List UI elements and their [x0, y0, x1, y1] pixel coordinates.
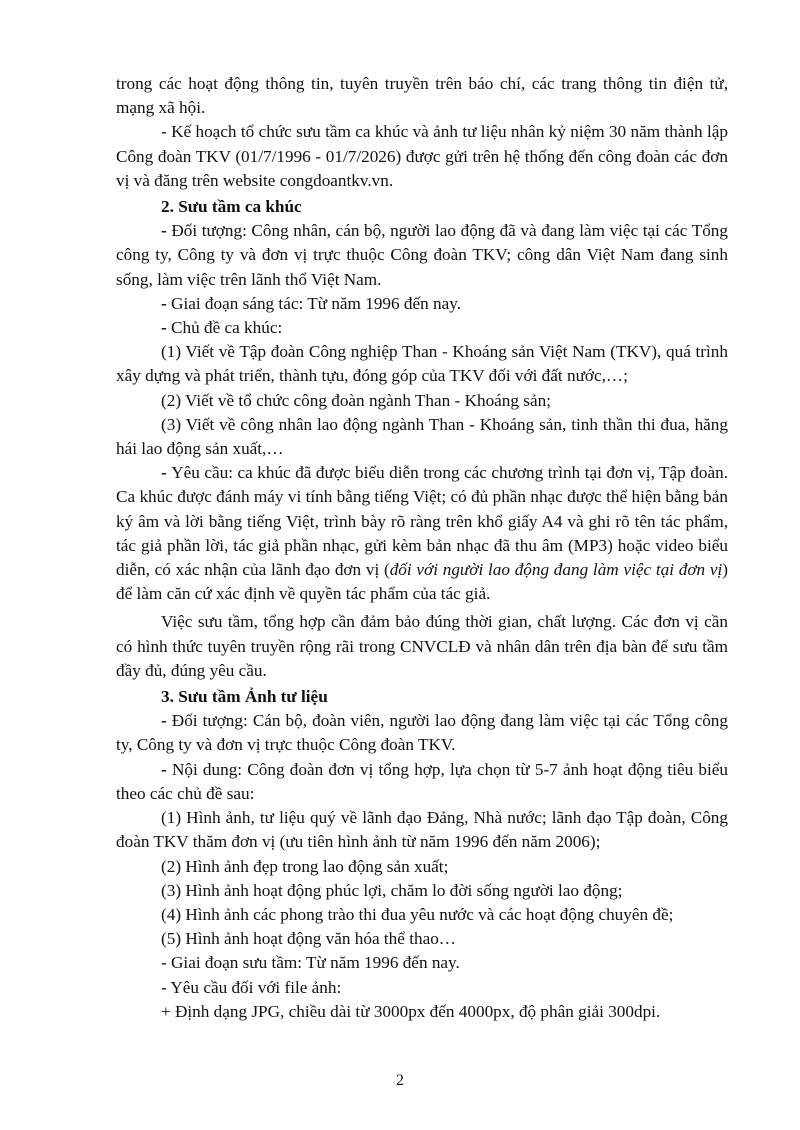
- paragraph-text: Giai đoạn sáng tác: Từ năm 1996 đến nay.: [171, 293, 462, 313]
- paragraph-songs-topics: [116, 316, 728, 340]
- paragraph-plan-distribution: - Kế hoạch tổ chức sưu tầm ca khúc và ảnh tư liệu nhân kỷ niệm 30 năm thành lập Công đoàn TKV (01/7/1996 - 01/7/2026) được gửi trên hệ thống đến công đoàn các đơn vị và đăng trên website congdoantkv.vn.: [116, 122, 728, 190]
- paragraph-intro-continued: trong các hoạt động thông tin, tuyên truyền trên báo chí, các trang thông tin điện tử, mạng xã hội.: [116, 74, 728, 118]
- list-item-photo-topic-1: (1) Hình ảnh, tư liệu quý về lãnh đạo Đảng, Nhà nước; lãnh đạo Tập đoàn, Công đoàn TKV thăm đơn vị (ưu tiên hình ảnh từ năm 1996 đến năm 2006);: [116, 808, 728, 852]
- paragraph-text: Chủ đề ca khúc:: [171, 318, 283, 338]
- lead-dash: -: [161, 759, 172, 779]
- lead-dash: -: [161, 711, 172, 731]
- italic-note: đối với người lao động đang làm việc tại đơn vị: [389, 560, 723, 580]
- paragraph-songs-requirements: [116, 461, 728, 606]
- list-item-photo-topic-2: (2) Hình ảnh đẹp trong lao động sản xuất;: [161, 856, 449, 876]
- lead-dash: -: [161, 463, 172, 483]
- list-item-song-topic-1: (1) Viết về Tập đoàn Công nghiệp Than - Khoáng sản Việt Nam (TKV), quá trình xây dựng và phát triển, thành tựu, đóng góp của TKV đối với đất nước,…;: [116, 342, 728, 386]
- paragraph-collection-quality: Việc sưu tầm, tổng hợp cần đảm bảo đúng thời gian, chất lượng. Các đơn vị cần có hình thức tuyên truyền rộng rãi trong CNVCLĐ và nhân dân trên địa bàn để sưu tầm đầy đủ, đúng yêu cầu.: [116, 612, 728, 680]
- page-number: 2: [396, 1072, 404, 1089]
- paragraph-text: Yêu cầu: ca khúc đã được biểu diễn trong các chương trình tại đơn vị, Tập đoàn. Ca khúc được đánh máy vi tính bằng tiếng Việt; có đủ phần nhạc được thể hiện bằng bản ký âm và lời bằng tiếng Việt, trình bày rõ ràng trên khổ giấy A4 và ghi rõ tên tác phẩm, tác giả phần lời, tác giả phần nhạc, gửi kèm bản nhạc đã thu âm (MP3) hoặc video biểu diễn, có xác nhận của lãnh đạo đơn vị (: [116, 463, 728, 580]
- list-item-photo-topic-5: (5) Hình ảnh hoạt động văn hóa thể thao…: [161, 929, 456, 949]
- paragraph-text: Đối tượng: Công nhân, cán bộ, người lao động đã và đang làm việc tại các Tổng công ty, Công ty và đơn vị trực thuộc Công đoàn TKV; công dân Việt Nam đang sinh sống, làm việc trên lãnh thổ Việt Nam.: [116, 221, 728, 289]
- list-item-photo-topic-4: (4) Hình ảnh các phong trào thi đua yêu nước và các hoạt động chuyên đề;: [161, 904, 674, 924]
- lead-dash: -: [161, 221, 172, 241]
- list-item-photo-topic-3: (3) Hình ảnh hoạt động phúc lợi, chăm lo đời sống người lao động;: [161, 880, 623, 900]
- paragraph-photos-period: - Giai đoạn sưu tầm: Từ năm 1996 đến nay.: [161, 953, 460, 973]
- section-heading-songs: 2. Sưu tầm ca khúc: [161, 197, 302, 217]
- paragraph-photos-target: [116, 709, 728, 757]
- paragraph-songs-period: [116, 292, 728, 316]
- document-body: [116, 72, 728, 1024]
- lead-dash: -: [161, 318, 172, 338]
- paragraph-photo-file-requirements: - Yêu cầu đối với file ảnh:: [161, 977, 342, 997]
- paragraph-text-tail: ) để làm căn cứ xác định về quyền tác phẩm của tác giả.: [116, 560, 728, 604]
- lead-dash: -: [161, 293, 172, 313]
- paragraph-songs-target: [116, 219, 728, 292]
- paragraph-text: Nội dung: Công đoàn đơn vị tổng hợp, lựa chọn từ 5-7 ảnh hoạt động tiêu biểu theo các chủ đề sau:: [116, 759, 728, 803]
- list-item-song-topic-3: (3) Viết về công nhân lao động ngành Than - Khoáng sản, tinh thần thi đua, hăng hái lao động sản xuất,…: [116, 414, 728, 459]
- section-heading-photos: 3. Sưu tầm Ảnh tư liệu: [161, 687, 328, 707]
- paragraph-photo-format: + Định dạng JPG, chiều dài từ 3000px đến 4000px, độ phân giải 300dpi.: [161, 1001, 661, 1021]
- paragraph-photos-content: [116, 758, 728, 806]
- paragraph-text: Đối tượng: Cán bộ, đoàn viên, người lao động đang làm việc tại các Tổng công ty, Công ty và đơn vị trực thuộc Công đoàn TKV.: [116, 711, 728, 755]
- list-item-song-topic-2: (2) Viết về tổ chức công đoàn ngành Than - Khoáng sản;: [161, 390, 551, 410]
